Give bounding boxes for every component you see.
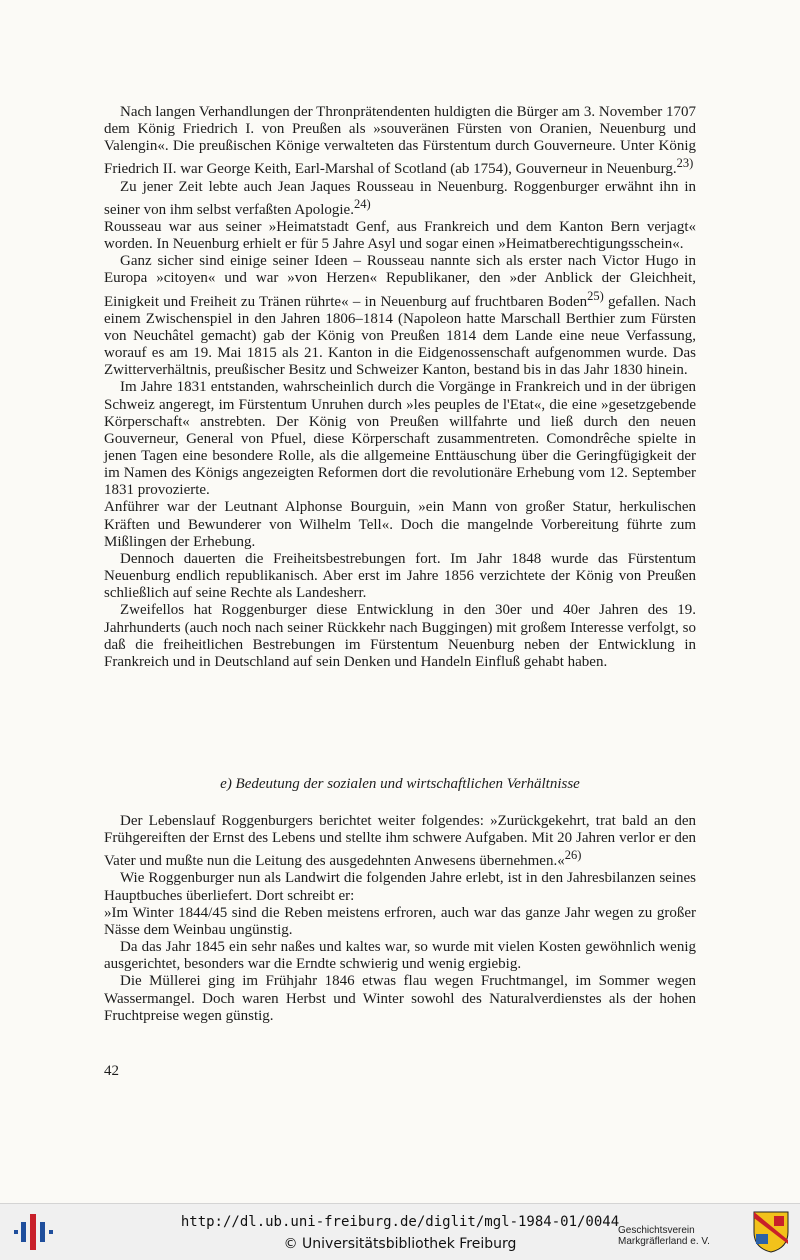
paragraph: Dennoch dauerten die Freiheitsbestrebungen fort. Im Jahr 1848 wurde das Fürstentum Neuenburg endlich republikanisch. Aber erst im Jahre 1856 verzichtete der König von Preußen schließlich auf seine Rechte als Landesherr. (104, 550, 696, 602)
body-text (104, 104, 696, 671)
copyright-text: © Universitätsbibliothek Freiburg (283, 1236, 517, 1252)
footer-bar (0, 1203, 800, 1260)
society-line: Markgräflerland e. V. (618, 1236, 710, 1247)
paragraph-text: Der Lebenslauf Roggenburgers berichtet weiter folgendes: »Zurückgekehrt, trat bald an den Frühgereiften der Ernst des Lebens und stellte ihm schwere Aufgaben. Mit 20 Jahren verlor er den Vater und mußte nun die Leitung des ausgedehnten Anwesens übernehmen.« (104, 813, 696, 870)
paragraph: Da das Jahr 1845 ein sehr naßes und kaltes war, so wurde mit vielen Kosten gewöhnlich wenig ausgerichtet, besonders war die Erndte schwierig und wenig ergiebig. (104, 939, 696, 973)
source-url-link[interactable]: http://dl.ub.uni-freiburg.de/diglit/mgl-1984-01/0044 (180, 1214, 620, 1230)
paragraph: »Im Winter 1844/45 sind die Reben meistens erfroren, auch war das ganze Jahr wegen zu großer Nässe dem Weinbau ungünstig. (104, 904, 696, 938)
paragraph: Wie Roggenburger nun als Landwirt die folgenden Jahre erlebt, ist in den Jahresbilanzen seines Hauptbuches überliefert. Dort schreibt er: (104, 870, 696, 904)
paragraph (104, 179, 696, 219)
section-heading: e) Bedeutung der sozialen und wirtschaftlichen Verhältnisse (220, 776, 580, 792)
paragraph: Zweifellos hat Roggenburger diese Entwicklung in den 30er und 40er Jahren des 19. Jahrhunderts (auch noch nach seiner Rückkehr nach Buggingen) mit großem Interesse verfolgt, so daß die freiheitlichen Bestrebungen im Fürstentum Neuenburg neben der Entwicklung in Frankreich und in Deutschland auf sein Denken und Handeln Einfluß gehabt haben. (104, 602, 696, 670)
page-number: 42 (104, 1063, 119, 1079)
paragraph-text: Nach langen Verhandlungen der Thronprätendenten huldigten die Bürger am 3. November 1707 dem König Friedrich I. von Preußen als »souveränen Fürsten von Oranien, Neuenburg und Valengin«. Die preußischen Könige verwalteten das Fürstentum durch Gouverneure. Unter König Friedrich II. war George Keith, Earl-Marshal of Scotland (ab 1754), Gouverneur in Neuenburg. (104, 104, 696, 178)
footnote-ref: 23) (676, 156, 694, 171)
paragraph: Rousseau war aus seiner »Heimatstadt Genf, aus Frankreich und dem Kanton Bern verjagt« worden. In Neuenburg erhielt er für 5 Jahre Asyl und sogar einen »Heimatberechtigungsschein«. (104, 218, 696, 253)
footnote-ref: 26) (564, 848, 582, 863)
paragraph (104, 253, 696, 379)
society-name (618, 1225, 710, 1247)
paragraph-text: Ganz sicher sind einige seiner Ideen – Rousseau nannte sich als erster nach Victor Hugo in Europa »citoyen« und war »von Herzen« Republikaner, den »der Anblick der Gleichheit, Einigkeit und Freiheit zu Tränen rührte« – in Neuenburg auf fruchtbaren Boden (104, 253, 696, 310)
paragraph: Anführer war der Leutnant Alphonse Bourguin, »ein Mann von großer Statur, herkulischen Kräften und Bewunderer von Wilhelm Tell«. Doch die mangelnde Vorbereitung führte zum Mißlingen der Erhebung. (104, 499, 696, 550)
paragraph-text: Zu jener Zeit lebte auch Jean Jaques Rousseau in Neuenburg. Roggenburger erwähnt ihn in seiner von ihm selbst verfaßten Apologie. (104, 178, 696, 218)
coat-of-arms-icon (752, 1210, 790, 1254)
paragraph-text: gefallen. Nach einem Zwischenspiel in den Jahren 1806–1814 (Napoleon hatte Marschall Berthier zum Fürsten von Neuchâtel gemacht) gab der König von Preußen 1814 dem Lande eine neue Verfassung, worauf es am 19. Mai 1815 als 21. Kanton in die Eidgenossenschaft aufgenommen wurde. Das Zwitterverhältnis, preußischer Besitz und Schweizer Kanton, bestand bis in das Jahr 1830 hinein. (104, 293, 696, 379)
paragraph (104, 813, 696, 870)
paragraph: Die Müllerei ging im Frühjahr 1846 etwas flau wegen Fruchtmangel, im Sommer wegen Wassermangel. Doch waren Herbst und Winter sowohl des Naturalverdienstes als der hohen Fruchtpreise wegen günstig. (104, 973, 696, 1024)
paragraph (104, 104, 696, 179)
society-line: Geschichtsverein (618, 1225, 695, 1236)
footnote-ref: 24) (353, 196, 371, 211)
paragraph: Im Jahre 1831 entstanden, wahrscheinlich durch die Vorgänge in Frankreich und in der übrigen Schweiz angeregt, im Fürstentum Unruhen durch »les peuples de l'Etat«, die eine »gesetzgebende Körperschaft« anstrebten. Der König von Preußen willfahrte und ließ durch den neuen Gouverneur, General von Pfuel, diese Körperschaft zusammentreten. Comondrêche spielte in jenen Tagen eine besondere Rolle, als die allgemeine Enttäuschung über die Geringfügigkeit der im Namen des Königs angezeigten Reformen dort die revolutionäre Erhebung vom 12. September 1831 provozierte. (104, 379, 696, 499)
section-text (104, 813, 696, 1025)
footnote-ref: 25) (587, 288, 604, 303)
